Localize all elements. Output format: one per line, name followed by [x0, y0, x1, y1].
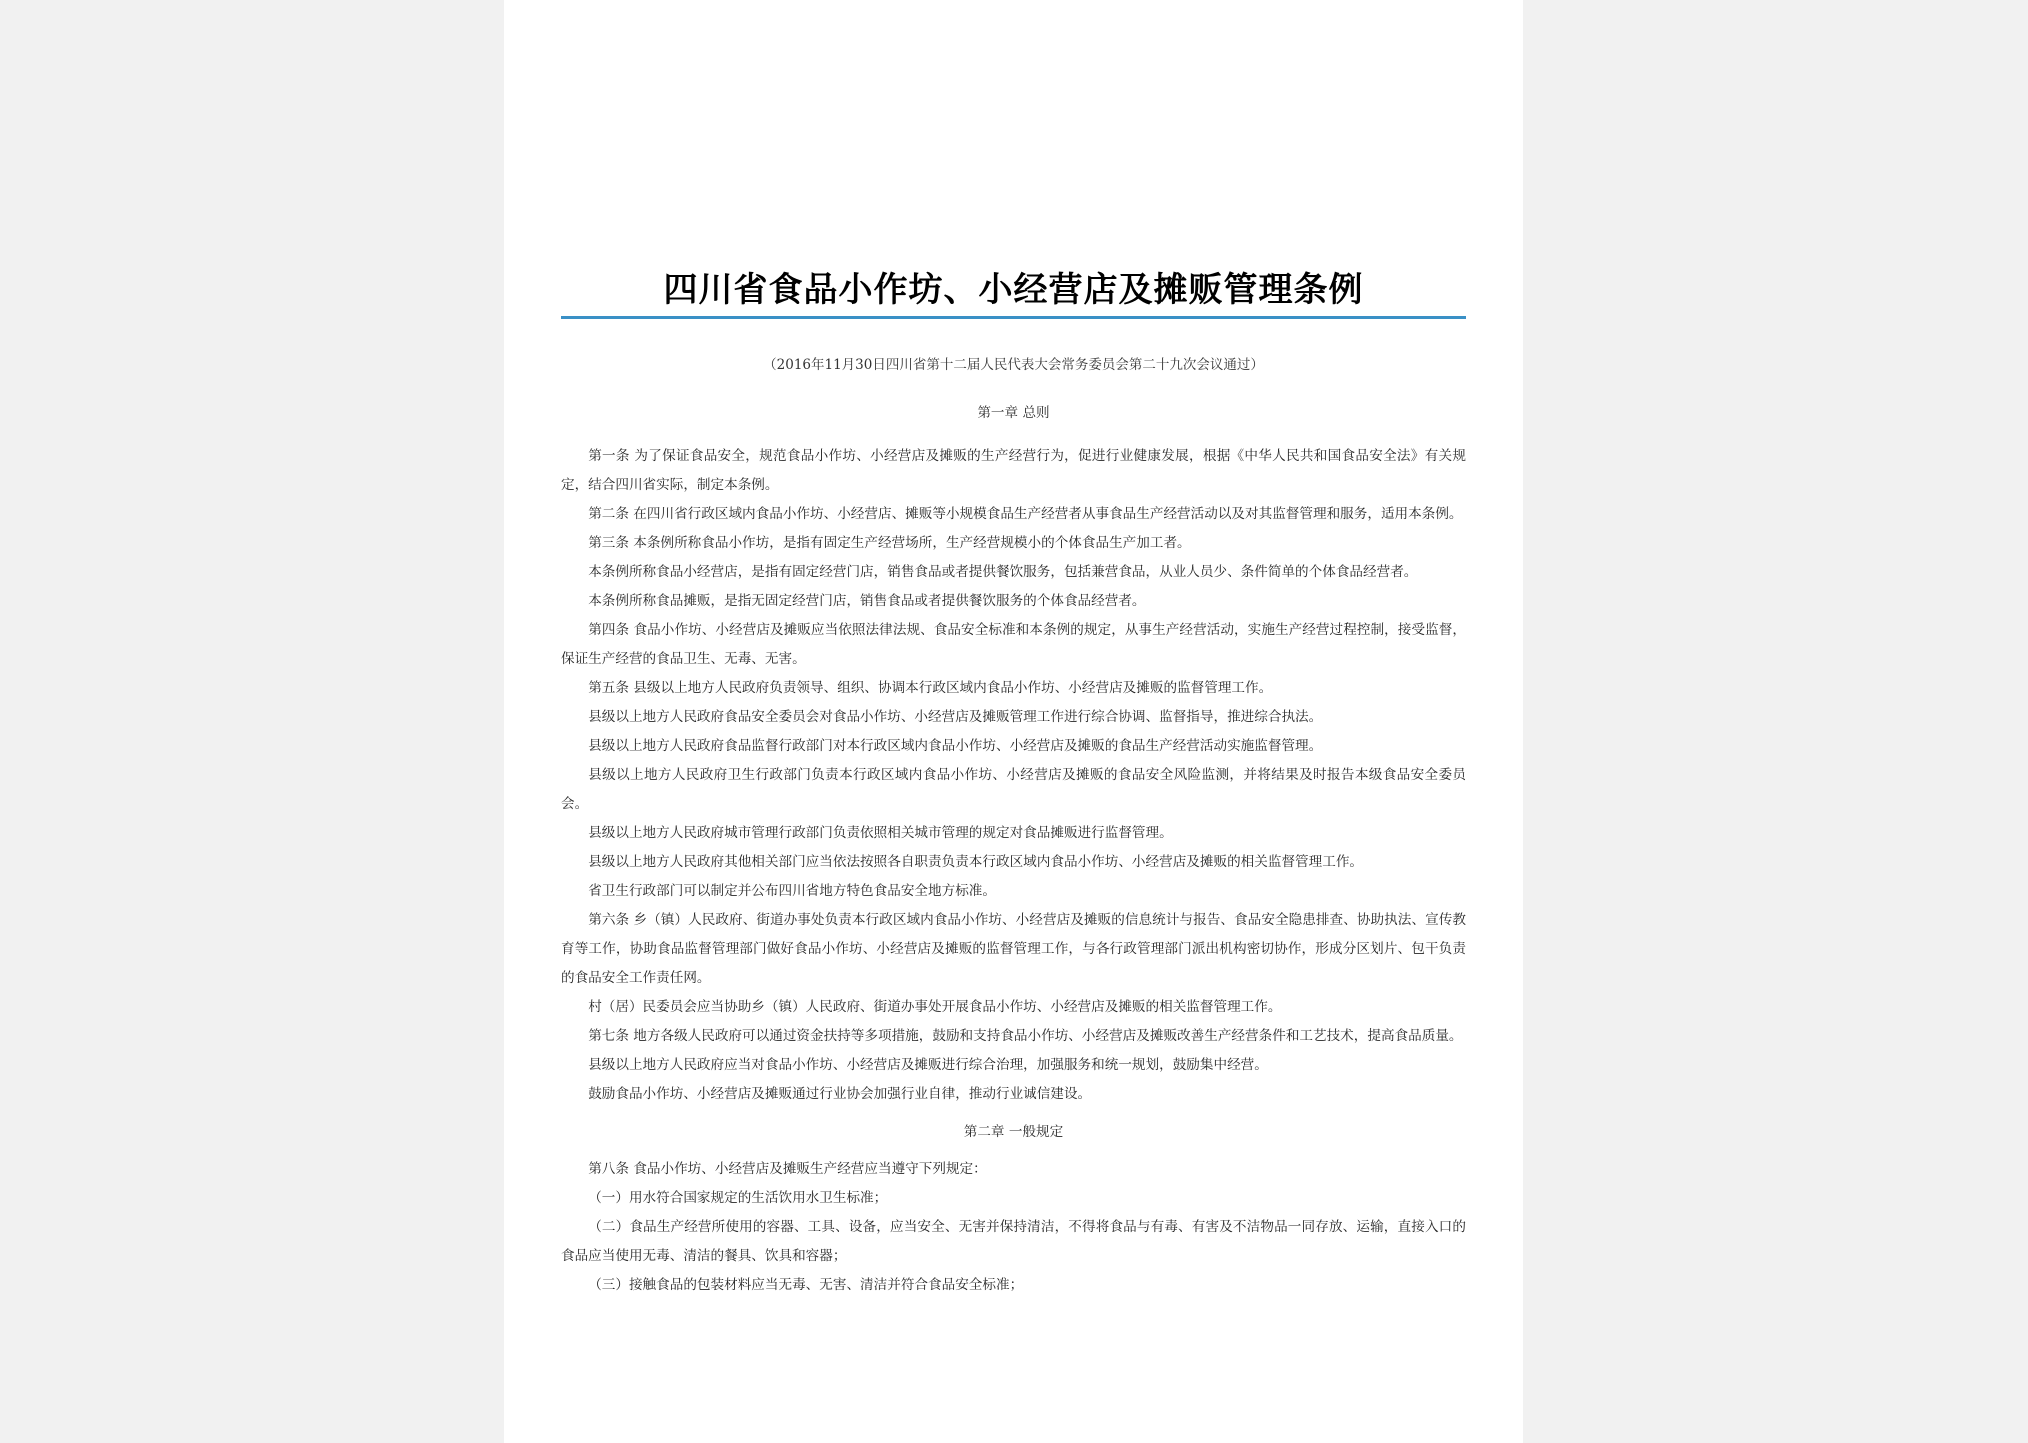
paragraph: 第一条 为了保证食品安全，规范食品小作坊、小经营店及摊贩的生产经营行为，促进行业健康发展，根据《中华人民共和国食品安全法》有关规定，结合四川省实际，制定本条例。 — [561, 448, 1466, 493]
paragraph: 县级以上地方人民政府卫生行政部门负责本行政区域内食品小作坊、小经营店及摊贩的食品安全风险监测，并将结果及时报告本级食品安全委员会。 — [561, 767, 1466, 812]
paragraph: 本条例所称食品摊贩，是指无固定经营门店，销售食品或者提供餐饮服务的个体食品经营者。 — [588, 593, 1146, 609]
chapter-1-content — [561, 442, 1466, 1109]
document-body — [561, 398, 1466, 1300]
paragraph: 第五条 县级以上地方人民政府负责领导、组织、协调本行政区域内食品小作坊、小经营店及摊贩的监督管理工作。 — [588, 680, 1273, 696]
paragraph: 第二条 在四川省行政区域内食品小作坊、小经营店、摊贩等小规模食品生产经营者从事食品生产经营活动以及对其监督管理和服务，适用本条例。 — [588, 506, 1463, 522]
paragraph: 第六条 乡（镇）人民政府、街道办事处负责本行政区域内食品小作坊、小经营店及摊贩的信息统计与报告、食品安全隐患排查、协助执法、宣传教育等工作，协助食品监督管理部门做好食品小作坊、小经营店及摊贩的监督管理工作，与各行政管理部门派出机构密切协作，形成分区划片、包干负责的食品安全工作责任网。 — [561, 912, 1466, 986]
document-subtitle: （2016年11月30日四川省第十二届人民代表大会常务委员会第二十九次会议通过） — [763, 357, 1264, 373]
paragraph: （三）接触食品的包装材料应当无毒、无害、清洁并符合食品安全标准； — [588, 1277, 1024, 1293]
paragraph: 县级以上地方人民政府食品安全委员会对食品小作坊、小经营店及摊贩管理工作进行综合协调、监督指导，推进综合执法。 — [588, 709, 1323, 725]
paragraph: 县级以上地方人民政府应当对食品小作坊、小经营店及摊贩进行综合治理，加强服务和统一规划，鼓励集中经营。 — [588, 1057, 1268, 1073]
document-title: 四川省食品小作坊、小经营店及摊贩管理条例 — [663, 270, 1364, 310]
paragraph: 村（居）民委员会应当协助乡（镇）人民政府、街道办事处开展食品小作坊、小经营店及摊贩的相关监督管理工作。 — [588, 999, 1282, 1015]
chapter-2-content — [561, 1155, 1466, 1300]
paragraph: 本条例所称食品小经营店，是指有固定经营门店，销售食品或者提供餐饮服务，包括兼营食品，从业人员少、条件简单的个体食品经营者。 — [588, 564, 1418, 580]
paragraph: 鼓励食品小作坊、小经营店及摊贩通过行业协会加强行业自律，推动行业诚信建设。 — [588, 1086, 1092, 1102]
paragraph: 第八条 食品小作坊、小经营店及摊贩生产经营应当遵守下列规定： — [588, 1161, 987, 1177]
paragraph: 第四条 食品小作坊、小经营店及摊贩应当依照法律法规、食品安全标准和本条例的规定，从事生产经营活动，实施生产经营过程控制，接受监督，保证生产经营的食品卫生、无毒、无害。 — [561, 622, 1466, 667]
paragraph: 第七条 地方各级人民政府可以通过资金扶持等多项措施，鼓励和支持食品小作坊、小经营店及摊贩改善生产经营条件和工艺技术，提高食品质量。 — [588, 1028, 1463, 1044]
paragraph: 县级以上地方人民政府城市管理行政部门负责依照相关城市管理的规定对食品摊贩进行监督管理。 — [588, 825, 1173, 841]
paragraph: （二）食品生产经营所使用的容器、工具、设备，应当安全、无害并保持清洁，不得将食品与有毒、有害及不洁物品一同存放、运输，直接入口的食品应当使用无毒、清洁的餐具、饮具和容器； — [561, 1219, 1466, 1264]
paragraph: （一）用水符合国家规定的生活饮用水卫生标准； — [588, 1190, 888, 1206]
document-page — [504, 0, 1523, 1443]
chapter-heading-1: 第一章 总则 — [977, 405, 1050, 421]
title-divider — [561, 316, 1466, 319]
paragraph: 省卫生行政部门可以制定并公布四川省地方特色食品安全地方标准。 — [588, 883, 996, 899]
chapter-heading-2: 第二章 一般规定 — [963, 1124, 1064, 1140]
paragraph: 县级以上地方人民政府其他相关部门应当依法按照各自职责负责本行政区域内食品小作坊、小经营店及摊贩的相关监督管理工作。 — [588, 854, 1364, 870]
paragraph: 第三条 本条例所称食品小作坊，是指有固定生产经营场所，生产经营规模小的个体食品生产加工者。 — [588, 535, 1191, 551]
paragraph: 县级以上地方人民政府食品监督行政部门对本行政区域内食品小作坊、小经营店及摊贩的食品生产经营活动实施监督管理。 — [588, 738, 1323, 754]
